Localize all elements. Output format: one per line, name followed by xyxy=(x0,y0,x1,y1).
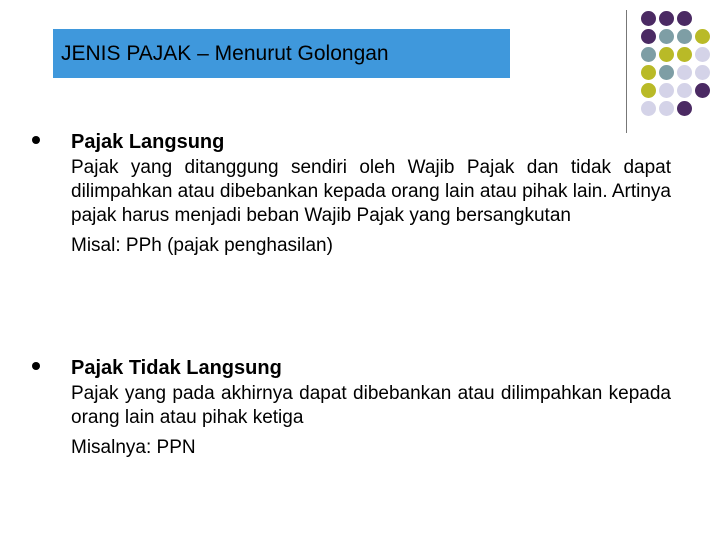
decorative-dot xyxy=(641,83,656,98)
title-box xyxy=(53,29,510,78)
bullet-icon xyxy=(32,136,40,144)
decorative-dot xyxy=(659,65,674,80)
decorative-dot xyxy=(659,29,674,44)
section-body: Pajak yang ditanggung sendiri oleh Wajib Pajak dan tidak dapat dilimpahkan atau dibebankan kepada orang lain atau pihak lain. Artinya pajak harus menjadi beban Wajib Pajak yang bersangkutan xyxy=(71,157,671,226)
section-pajak-tidak-langsung xyxy=(71,356,671,460)
decorative-dot xyxy=(677,11,692,26)
decorative-dot xyxy=(677,47,692,62)
decorative-dot xyxy=(641,11,656,26)
decorative-dot xyxy=(659,11,674,26)
decorative-divider-line xyxy=(626,10,627,133)
decorative-dot xyxy=(641,29,656,44)
decorative-dot xyxy=(677,101,692,116)
decorative-dot xyxy=(641,47,656,62)
decorative-dot xyxy=(641,101,656,116)
decorative-dot xyxy=(695,29,710,44)
decorative-dot xyxy=(695,83,710,98)
section-example: Misal: PPh (pajak penghasilan) xyxy=(71,235,333,256)
decorative-dot xyxy=(659,101,674,116)
section-body: Pajak yang pada akhirnya dapat dibebankan atau dilimpahkan kepada orang lain atau pihak ketiga xyxy=(71,383,671,428)
section-heading: Pajak Langsung xyxy=(71,131,225,153)
bullet-icon xyxy=(32,362,40,370)
decorative-dot xyxy=(677,29,692,44)
decorative-dot xyxy=(641,65,656,80)
section-heading: Pajak Tidak Langsung xyxy=(71,357,282,379)
slide-title: JENIS PAJAK – Menurut Golongan xyxy=(61,42,389,65)
decorative-dot xyxy=(695,65,710,80)
decorative-dot xyxy=(659,83,674,98)
section-pajak-langsung xyxy=(71,130,671,258)
section-example: Misalnya: PPN xyxy=(71,437,196,458)
decorative-dot xyxy=(695,47,710,62)
decorative-dot xyxy=(677,83,692,98)
decorative-dot xyxy=(659,47,674,62)
decorative-dot xyxy=(677,65,692,80)
